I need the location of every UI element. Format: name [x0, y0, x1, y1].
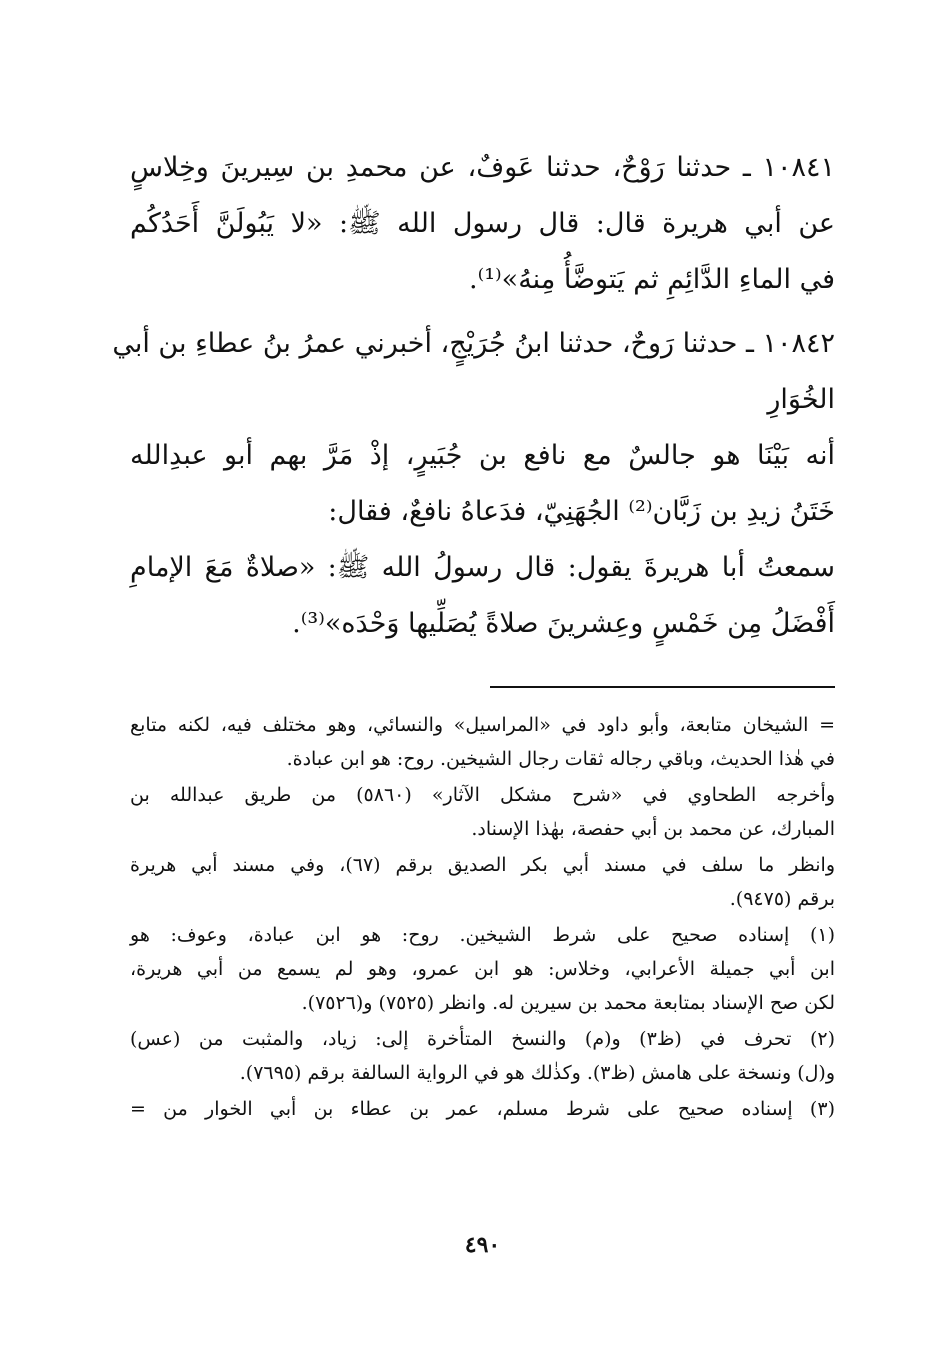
footnote-1 — [130, 918, 835, 1020]
page-number: ٤٩٠ — [464, 1232, 501, 1258]
book-page — [112, 0, 835, 1363]
footnote-line: وانظر ما سلف في مسند أبي بكر الصديق برقم (٦٧)، وفي مسند أبي هريرة — [130, 854, 835, 876]
footnote-line: في هٰذا الحديث، وباقي رجاله ثقات رجال الشيخين. روح: هو ابن عبادة. — [286, 748, 835, 770]
hadith-line: في الماءِ الدَّائِمِ ثم يَتوضَّأُ مِنهُ»⁽¹⁾. — [469, 264, 835, 295]
footnote-continued — [130, 708, 835, 776]
footnote-line: (٢) تحرف في (ظ٣) و(م) والنسخ المتأخرة إلى: زياد، والمثبت من (عس) — [130, 1028, 835, 1050]
hadith-line: عن أبي هريرة قال: قال رسول الله ﷺ: «لا يَبُولَنَّ أَحَدُكُم — [130, 208, 835, 239]
footnote-line: (٣) إسناده صحيح على شرط مسلم، عمر بن عطاء بن أبي الخوار من = — [130, 1098, 835, 1120]
footnote-paragraph — [130, 848, 835, 916]
hadith-line: الخُوَارِ — [767, 384, 835, 415]
footnote-line: = الشيخان متابعة، وأبو داود في «المراسيل» والنسائي، وهو مختلف فيه، لكنه متابع — [130, 714, 835, 736]
hadith-line: أنه بَيْنَا هو جالسٌ مع نافع بن جُبَيرٍ، إذْ مَرَّ بهم أبو عبدِالله — [130, 440, 835, 471]
main-text — [112, 140, 835, 652]
footnote-line: المبارك، عن محمد بن أبي حفصة، بهٰذا الإسناد. — [471, 818, 835, 840]
footnote-paragraph — [130, 778, 835, 846]
footnote-separator — [490, 686, 835, 688]
hadith-line: ١٠٨٤١ ـ حدثنا رَوْحٌ، حدثنا عَوفٌ، عن محمدِ بن سِيرينَ وخِلاسٍ — [130, 152, 835, 183]
hadith-line: سمعتُ أبا هريرةَ يقول: قال رسولُ الله ﷺ: «صلاةٌ مَعَ الإمامِ — [130, 552, 835, 583]
footnote-line: برقم (٩٤٧٥). — [729, 888, 835, 910]
hadith-line: خَتَنُ زيدِ بن زَبَّان⁽²⁾ الجُهَنِيّ، فدَعاهُ نافعٌ، فقال: — [328, 496, 835, 527]
footnote-line: (١) إسناده صحيح على شرط الشيخين. روح: هو ابن عبادة، وعوف: هو — [130, 924, 835, 946]
hadith-line: ١٠٨٤٢ ـ حدثنا رَوحٌ، حدثنا ابنُ جُرَيْجٍ، أخبرني عمرُ بنُ عطاءِ بن أبي — [112, 328, 835, 359]
hadith-line: أَفْضَلُ مِن خَمْسٍ وعِشرينَ صلاةً يُصَلِّيها وَحْدَه»⁽³⁾. — [292, 608, 835, 639]
footnote-line: لكن صح الإسناد بمتابعة محمد بن سيرين له. وانظر (٧٥٢٥) و(٧٥٢٦). — [301, 992, 835, 1014]
footnote-line: ابن أبي جميلة الأعرابي، وخلاس: هو ابن عمرو، وهو لم يسمع من أبي هريرة، — [130, 958, 835, 980]
footnote-2 — [130, 1022, 835, 1090]
footnotes — [130, 708, 835, 1126]
footnote-3 — [130, 1092, 835, 1126]
hadith-10842 — [112, 316, 835, 652]
footnote-line: وأخرجه الطحاوي في «شرح مشكل الآثار» (٥٨٦٠) من طريق عبدالله بن — [130, 784, 835, 806]
hadith-10841 — [130, 140, 835, 308]
footnote-line: و(ل) ونسخة على هامش (ظ٣). وكذٰلك هو في الرواية السالفة برقم (٧٦٩٥). — [239, 1062, 835, 1084]
